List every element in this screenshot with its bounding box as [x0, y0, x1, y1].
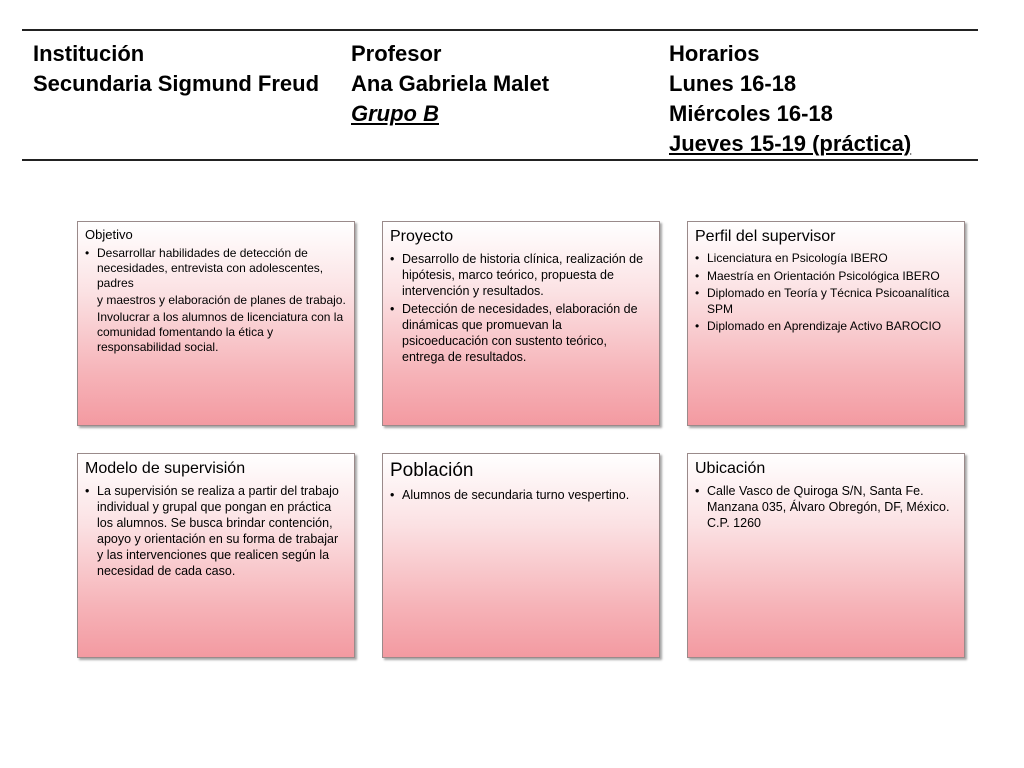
list-item: • Diplomado en Aprendizaje Activo BAROCIO [695, 319, 956, 335]
poblacion-card [382, 453, 660, 658]
institucion-column [33, 39, 319, 99]
list-item: • Desarrollo de historia clínica, realización de hipótesis, marco teórico, propuesta de intervención y resultados. [390, 251, 651, 299]
card-title: Proyecto [390, 228, 454, 245]
horario-line: Jueves 15-19 (práctica) [669, 131, 912, 156]
list-item-continuation: y maestros y elaboración de planes de trabajo. [97, 293, 346, 307]
institucion-label: Institución [33, 41, 145, 66]
proyecto-card [382, 221, 660, 426]
card-title: Población [390, 460, 474, 481]
horario-line: Miércoles 16-18 [669, 101, 833, 126]
list-item: • Licenciatura en Psicología IBERO [695, 251, 956, 267]
list-item: • Diplomado en Teoría y Técnica Psicoanalítica SPM [695, 286, 956, 317]
list-item: • Calle Vasco de Quiroga S/N, Santa Fe. Manzana 035, Álvaro Obregón, DF, México. C.P. 1260 [695, 483, 956, 531]
list-item: • Desarrollar habilidades de detección de necesidades, entrevista con adolescentes, padres [85, 246, 346, 291]
list-item-continuation: Involucrar a los alumnos de licenciatura con la comunidad fomentando la ética y responsabilidad social. [97, 310, 344, 354]
institucion-value: Secundaria Sigmund Freud [33, 71, 320, 96]
horarios-label: Horarios [669, 41, 760, 66]
profesor-value: Ana Gabriela Malet [351, 71, 550, 96]
card-title: Modelo de supervisión [85, 460, 246, 477]
horarios-column [669, 39, 911, 159]
profesor-column [351, 39, 549, 129]
list-item: • Detección de necesidades, elaboración de dinámicas que promuevan la psicoeducación con sustento teórico, entrega de resultados. [390, 301, 651, 365]
profesor-label: Profesor [351, 41, 442, 66]
modelo-card [77, 453, 355, 658]
list-item: • La supervisión se realiza a partir del trabajo individual y grupal que pongan en práctica los alumnos. Se busca brindar contención, apoyo y orientación en su forma de trabajar y las intervenciones que realicen según la necesidad de cada caso. [85, 483, 346, 579]
card-title: Perfil del supervisor [695, 228, 836, 245]
profesor-group: Grupo B [351, 101, 439, 126]
objetivo-card [77, 221, 355, 426]
ubicacion-card [687, 453, 965, 658]
horario-line: Lunes 16-18 [669, 71, 797, 96]
card-title: Ubicación [695, 460, 766, 477]
header-table [22, 29, 978, 161]
list-item: • Alumnos de secundaria turno vespertino. [390, 487, 651, 503]
perfil-card [687, 221, 965, 426]
card-title: Objetivo [85, 227, 133, 242]
list-item: • Maestría en Orientación Psicológica IBERO [695, 269, 956, 285]
